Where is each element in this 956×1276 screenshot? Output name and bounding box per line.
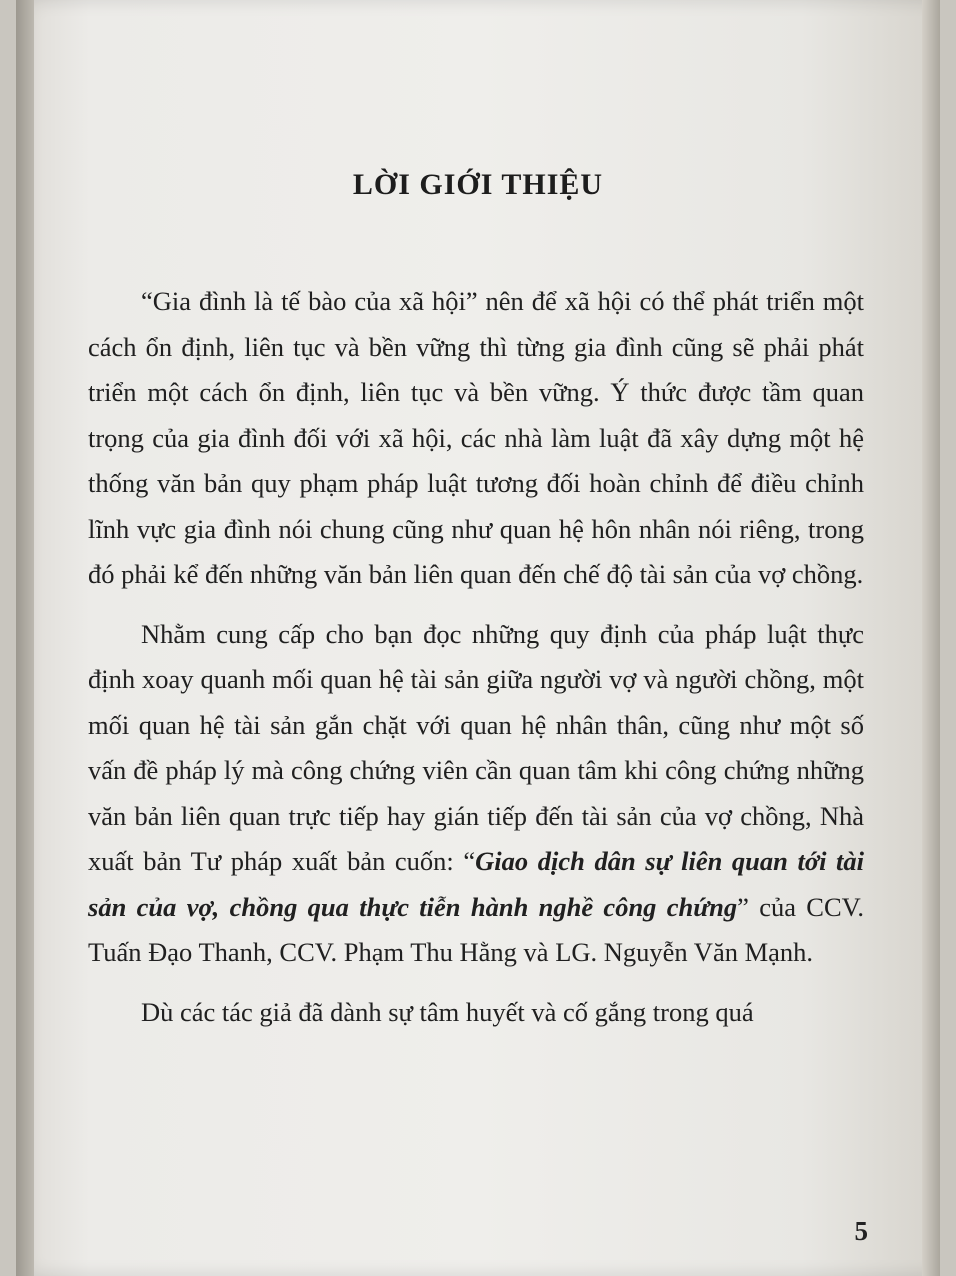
paragraph-closing: Dù các tác giả đã dành sự tâm huyết và cố gắng trong quá [141,996,754,1027]
page-title: LỜI GIỚI THIỆU [352,168,604,201]
paragraph-intro: “Gia đình là tế bào của xã hội” nên để xã hội có thể phát triển một cách ổn định, liên tục và bền vững thì từng gia đình cũng sẽ phải phát triển một cách ổn định, liên tục và bền vững. Ý thức được tầm quan trọng của gia đình đối với xã hội, các nhà làm luật đã xây dựng một hệ thống văn bản quy phạm pháp luật tương đối hoàn chỉnh để điều chỉnh lĩnh vực gia đình nói chung cũng như quan hệ hôn nhân nói riêng, trong đó phải kể đến những văn bản liên quan đến chế độ tài sản của vợ chồng. [88,286,864,589]
page-number: 5 [854,1216,868,1246]
paragraph-purpose-lead: Nhằm cung cấp cho bạn đọc những quy định của pháp luật thực định xoay quanh mối quan hệ tài sản giữa người vợ và người chồng, một mối quan hệ tài sản gắn chặt với quan hệ nhân thân, cũng như một số vấn đề pháp lý mà công chứng viên cần quan tâm khi công chứng những văn bản liên quan trực tiếp hay gián tiếp đến tài sản của vợ chồng, Nhà xuất bản Tư pháp xuất bản cuốn: “ [88,618,864,876]
paragraph-purpose [88,612,864,976]
body-text [88,279,864,1035]
paragraph-purpose-tail: ” của CCV. Tuấn Đạo Thanh, CCV. Phạm Thu Hằng và LG. Nguyễn Văn Mạnh. [88,891,864,967]
book-title: Giao dịch dân sự liên quan tới tài sản của vợ, chồng qua thực tiễn hành nghề công chứng [88,846,864,922]
